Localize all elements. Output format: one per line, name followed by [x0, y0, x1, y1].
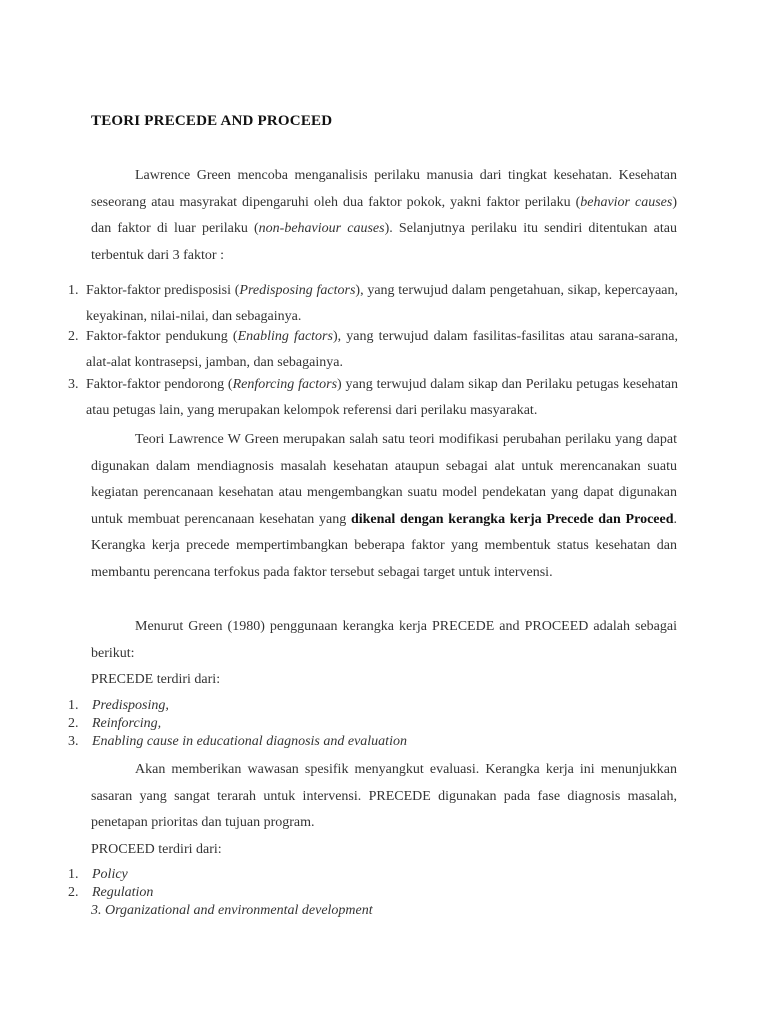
proceed-list	[68, 866, 153, 902]
list-item-text: Regulation	[92, 885, 154, 900]
list-item	[68, 715, 407, 733]
factor-italic: Renforcing factors	[232, 377, 338, 392]
proceed-item-3: 3. Organizational and environmental development	[91, 903, 373, 918]
list-item-text: Reinforcing,	[92, 716, 162, 731]
list-number: 1.	[68, 698, 79, 713]
factor-italic: Enabling factors	[237, 329, 333, 344]
list-number: 3.	[68, 734, 79, 749]
intro-paragraph	[91, 163, 677, 269]
factor-list	[68, 278, 678, 424]
list-item-text: Predisposing,	[92, 698, 169, 713]
list-item	[68, 733, 407, 751]
list-number: 2.	[68, 716, 79, 731]
green-bold-text: dikenal dengan kerangka kerja Precede dan Proceed	[350, 511, 674, 527]
factor-italic: Predisposing factors	[239, 283, 356, 298]
intro-text-3: ). Selanjutnya perilaku itu sendiri ditentukan atau terbentuk dari 3 faktor :	[91, 221, 677, 263]
list-number: 2.	[68, 329, 79, 344]
green-text-1: Teori Lawrence W Green merupakan salah satu teori modifikasi perubahan perilaku yang dapat digunakan dalam mendiagnosis masalah kesehatan ataupun sebagai alat untuk merencanakan suatu kegiatan perencanaan kesehatan atau mengembangkan suatu model pendekatan yang dapat digunakan untuk membuat perencanaan kesehatan yang	[91, 432, 677, 527]
list-number: 2.	[68, 885, 79, 900]
list-number: 1.	[68, 283, 79, 298]
factor-item	[68, 324, 678, 376]
green-text-2: . Kerangka kerja precede mempertimbangkan beberapa faktor yang membentuk status kesehatan dan membantu perencana terfokus pada faktor tersebut sebagai target untuk intervensi.	[91, 511, 677, 580]
menurut-paragraph: Menurut Green (1980) penggunaan kerangka kerja PRECEDE and PROCEED adalah sebagai berikut:	[91, 619, 677, 661]
intro-text-2: ) dan faktor di luar perilaku (	[91, 194, 677, 236]
list-item	[68, 697, 407, 715]
list-number: 1.	[68, 867, 79, 882]
list-item	[68, 866, 153, 884]
list-item-text: Enabling cause in educational diagnosis and evaluation	[92, 734, 407, 749]
list-item-text: Policy	[92, 867, 128, 882]
green-theory-paragraph	[91, 427, 677, 586]
list-number: 3.	[68, 377, 79, 392]
factor-text: Faktor-faktor predisposisi (	[86, 283, 240, 298]
akan-paragraph: Akan memberikan wawasan spesifik menyangkut evaluasi. Kerangka kerja ini menunjukkan sasaran yang sangat terarah untuk intervensi. PRECEDE digunakan pada fase diagnosis masalah, penetapan prioritas dan tujuan program.	[91, 762, 677, 830]
factor-text: ), yang terwujud dalam pengetahuan, sikap, kepercayaan, keyakinan, nilai-nilai, dan sebagainya.	[86, 283, 678, 324]
precede-list	[68, 697, 407, 751]
precede-heading: PRECEDE terdiri dari:	[91, 672, 221, 687]
intro-text-1: Lawrence Green mencoba menganalisis perilaku manusia dari tingkat kesehatan. Kesehatan seseorang atau masyrakat dipengaruhi oleh dua faktor pokok, yakni faktor perilaku (	[91, 168, 677, 210]
factor-item	[68, 278, 678, 330]
intro-italic-1: behavior causes	[580, 194, 673, 210]
page-title: TEORI PRECEDE AND PROCEED	[91, 113, 333, 129]
intro-italic-2: non-behaviour causes	[258, 221, 385, 236]
factor-text: Faktor-faktor pendorong (	[86, 377, 233, 392]
factor-text: ) yang terwujud dalam sikap dan Perilaku petugas kesehatan atau petugas lain, yang merupakan kelompok referensi dari perilaku masyarakat.	[86, 377, 678, 418]
factor-text: ), yang terwujud dalam fasilitas-fasilitas atau sarana-sarana, alat-alat kontrasepsi, jamban, dan sebagainya.	[86, 329, 678, 370]
factor-item	[68, 372, 678, 424]
factor-text: Faktor-faktor pendukung (	[86, 329, 238, 344]
proceed-heading: PROCEED terdiri dari:	[91, 842, 222, 857]
list-item	[68, 884, 153, 902]
